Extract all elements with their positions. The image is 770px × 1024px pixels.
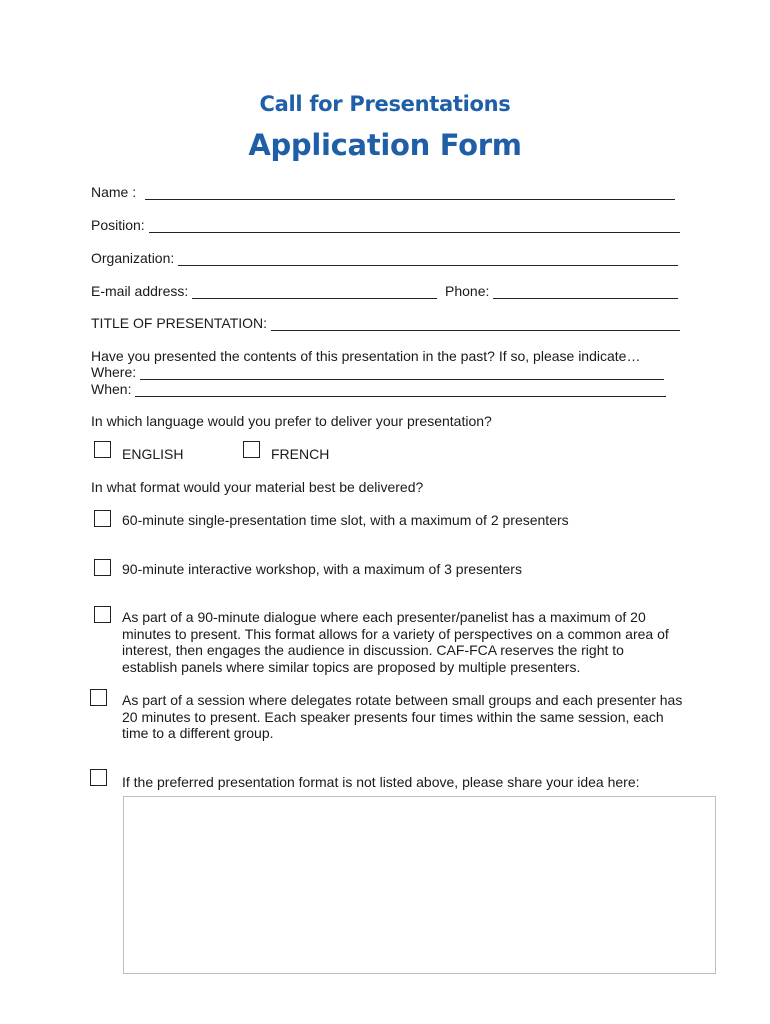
presentation-title-field[interactable] — [271, 316, 680, 331]
name-field[interactable] — [145, 185, 675, 200]
phone-row — [445, 283, 678, 299]
phone-label: Phone: — [445, 283, 490, 299]
language-question: In which language would you prefer to deliver your presentation? — [91, 413, 492, 429]
format-dialogue-label: As part of a 90-minute dialogue where each presenter/panelist has a maximum of 20 minutes to present. This format allows for a variety of perspectives on a common area of interest, then engages the audience in discussion. CAF-FCA reserves the right to establish panels where similar topics are proposed by multiple presenters. — [122, 609, 669, 675]
format-dialogue-checkbox[interactable] — [94, 606, 111, 623]
presentation-title-row — [91, 315, 680, 331]
where-row — [91, 364, 664, 380]
format-60min-label: 60-minute single-presentation time slot, with a maximum of 2 presenters — [122, 512, 569, 528]
presentation-title-label: TITLE OF PRESENTATION: — [91, 315, 268, 331]
position-label: Position: — [91, 217, 145, 233]
where-label: Where: — [91, 364, 137, 380]
format-rotation-checkbox[interactable] — [90, 689, 107, 706]
when-row — [91, 381, 666, 397]
name-label: Name : — [91, 184, 137, 200]
idea-textarea[interactable] — [123, 796, 716, 974]
format-rotation-label: As part of a session where delegates rotate between small groups and each presenter has 20 minutes to present. Each speaker presents four times within the same session, each time to a different group. — [122, 692, 683, 741]
past-question: Have you presented the contents of this presentation in the past? If so, please indicate… — [91, 348, 641, 364]
email-row — [91, 283, 437, 299]
format-90min-workshop-checkbox[interactable] — [94, 559, 111, 576]
format-60min-checkbox[interactable] — [94, 510, 111, 527]
french-label: FRENCH — [271, 446, 330, 462]
format-other-checkbox[interactable] — [90, 769, 107, 786]
phone-field[interactable] — [493, 284, 678, 299]
english-checkbox[interactable] — [94, 441, 111, 458]
when-label: When: — [91, 381, 132, 397]
format-other-label: If the preferred presentation format is not listed above, please share your idea here: — [122, 774, 640, 790]
form-subtitle: Call for Presentations — [259, 92, 511, 116]
form-title: Application Form — [248, 128, 522, 162]
when-field[interactable] — [135, 382, 666, 397]
organization-field[interactable] — [178, 251, 678, 266]
format-90min-workshop-label: 90-minute interactive workshop, with a maximum of 3 presenters — [122, 561, 522, 577]
french-checkbox[interactable] — [243, 441, 260, 458]
email-label: E-mail address: — [91, 283, 189, 299]
email-field[interactable] — [192, 284, 437, 299]
organization-row — [91, 250, 678, 266]
position-row — [91, 217, 680, 233]
name-row — [91, 184, 675, 200]
format-question: In what format would your material best be delivered? — [91, 479, 424, 495]
organization-label: Organization: — [91, 250, 175, 266]
position-field[interactable] — [149, 218, 680, 233]
where-field[interactable] — [140, 365, 664, 380]
english-label: ENGLISH — [122, 446, 184, 462]
